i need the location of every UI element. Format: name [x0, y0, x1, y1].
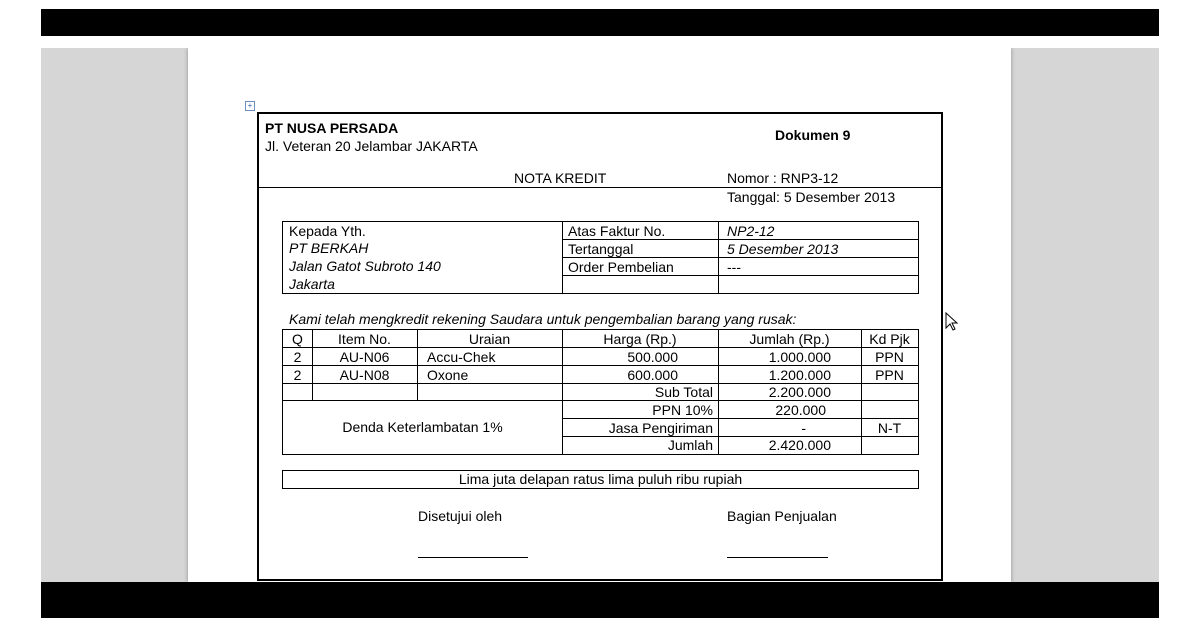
- document-title: NOTA KREDIT: [514, 170, 607, 186]
- shipping-tax: N-T: [877, 420, 902, 436]
- header-uraian: Uraian: [468, 331, 511, 347]
- header-kd-pjk: Kd Pjk: [869, 331, 910, 347]
- document-number: Nomor : RNP3-12: [727, 170, 839, 186]
- subtotal-label: Sub Total: [654, 384, 713, 400]
- document-label: Dokumen 9: [775, 127, 851, 143]
- sales-signature-line: [727, 557, 828, 558]
- sales-dept-label: Bagian Penjualan: [727, 508, 837, 524]
- ppn-value: 220.000: [775, 402, 826, 418]
- row1-item-no: AU-N06: [339, 349, 390, 365]
- dated-value: 5 Desember 2013: [727, 241, 839, 257]
- dated-label: Tertanggal: [568, 241, 634, 257]
- items-table: [282, 329, 919, 455]
- approved-signature-line: [418, 557, 528, 558]
- company-address: Jl. Veteran 20 Jelambar JAKARTA: [265, 138, 478, 154]
- penalty-note: Denda Keterlambatan 1%: [342, 419, 503, 435]
- company-name: PT NUSA PERSADA: [265, 120, 399, 136]
- document-date: Tanggal: 5 Desember 2013: [727, 189, 896, 205]
- mouse-pointer-icon: [945, 312, 959, 332]
- approved-by-label: Disetujui oleh: [418, 508, 503, 524]
- bottom-black-bar: [41, 582, 1159, 618]
- ppn-label: PPN 10%: [652, 402, 713, 418]
- invoice-value: NP2-12: [727, 223, 775, 239]
- row2-kd-pjk: PPN: [875, 367, 904, 383]
- credit-note-frame: [257, 112, 943, 581]
- recipient-reference-box: [282, 221, 919, 294]
- row1-jumlah: 1.000.000: [768, 349, 831, 365]
- po-label: Order Pembelian: [568, 259, 674, 275]
- row1-uraian: Accu-Chek: [427, 349, 496, 365]
- recipient-street: Jalan Gatot Subroto 140: [289, 258, 441, 274]
- recipient-heading: Kepada Yth.: [289, 223, 366, 239]
- table-move-handle-icon[interactable]: +: [245, 101, 255, 111]
- row2-uraian: Oxone: [427, 367, 469, 383]
- header-harga: Harga (Rp.): [603, 331, 677, 347]
- header-item-no: Item No.: [338, 331, 391, 347]
- document-page[interactable]: [188, 48, 1011, 582]
- subtotal-value: 2.200.000: [768, 384, 831, 400]
- shipping-label: Jasa Pengiriman: [608, 420, 713, 436]
- row1-q: 2: [293, 349, 302, 365]
- top-black-bar: [41, 9, 1159, 36]
- invoice-label: Atas Faktur No.: [568, 223, 666, 239]
- credit-statement: Kami telah mengkredit rekening Saudara untuk pengembalian barang yang rusak:: [289, 311, 797, 327]
- header-divider: [259, 187, 941, 188]
- row2-item-no: AU-N08: [339, 367, 390, 383]
- shipping-value: -: [801, 420, 806, 436]
- row2-jumlah: 1.200.000: [768, 367, 831, 383]
- row1-kd-pjk: PPN: [875, 349, 904, 365]
- row2-harga: 600.000: [627, 367, 678, 383]
- recipient-name: PT BERKAH: [289, 240, 369, 256]
- row1-harga: 500.000: [627, 349, 678, 365]
- amount-in-words-box: [282, 470, 919, 489]
- row2-q: 2: [293, 367, 302, 383]
- document-viewport[interactable]: [41, 48, 1159, 582]
- total-label: Jumlah: [667, 437, 713, 453]
- po-value: ---: [727, 259, 741, 275]
- recipient-city: Jakarta: [289, 276, 335, 292]
- total-value: 2.420.000: [768, 437, 831, 453]
- header-q: Q: [292, 331, 303, 347]
- header-jumlah: Jumlah (Rp.): [749, 331, 830, 347]
- amount-in-words: Lima juta delapan ratus lima puluh ribu rupiah: [458, 471, 743, 487]
